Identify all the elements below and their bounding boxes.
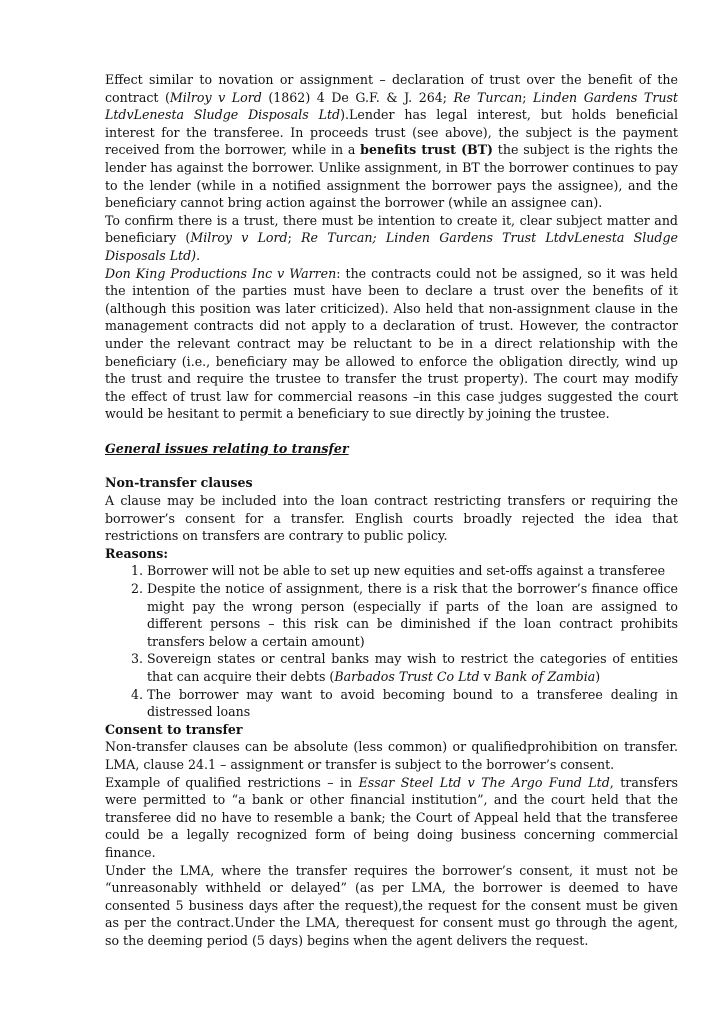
- paragraph-non-transfer: A clause may be included into the loan contract restricting transfers or requiring the borrower’s consent for a transfer. English courts broadly rejected the idea that restrictions on transfers are contrary to public policy.: [105, 493, 678, 544]
- case-citation: Milroy v Lord: [190, 230, 288, 246]
- paragraph-trust-effect: Effect similar to novation or assignment – declaration of trust over the benefit of the contract (Milroy v Lord (1862) 4 De G.F. & J. 264; Re Turcan; Linden Gardens Trust LtdvLenesta Sludge Disposals Ltd).Lender has legal interest, but holds beneficial interest for the transferee. In proceeds trust (see above), the subject is the payment received from the borrower, while in a benefits trust (BT) the subject is the rights the lender has against the borrower. Unlike assignment, in BT the borrower continues to pay to the lender (while in a notified assignment the borrower pays the assignee), and the beneficiary cannot bring action against the borrower (while an assignee can).: [105, 72, 678, 211]
- bold-term: benefits trust (BT): [360, 142, 494, 158]
- list-item: 1. Borrower will not be able to set up new equities and set-offs against a transferee: [147, 562, 678, 580]
- document-body: [105, 71, 678, 950]
- section-heading-general: General issues relating to transfer: [105, 440, 349, 456]
- case-citation: Barbados Trust Co Ltd: [334, 669, 480, 684]
- subheading-non-transfer: Non-transfer clauses: [105, 475, 253, 491]
- list-item: 2. Despite the notice of assignment, there is a risk that the borrower’s finance office might pay the wrong person (especially if parts of the loan are assigned to different persons – this risk can be diminished if the loan contract prohibits transfers below a certain amount): [147, 580, 678, 650]
- list-item: 3. Sovereign states or central banks may wish to restrict the categories of entities that can acquire their debts (Barbados Trust Co Ltd v Bank of Zambia): [147, 650, 678, 685]
- reasons-list: [105, 562, 678, 720]
- list-item: 4. The borrower may want to avoid becoming bound to a transferee dealing in distressed loans: [147, 686, 678, 721]
- paragraph-consent-types: Non-transfer clauses can be absolute (less common) or qualifiedprohibition on transfer. LMA, clause 24.1 – assignment or transfer is subject to the borrower’s consent.: [105, 739, 678, 772]
- paragraph-essar-steel: Example of qualified restrictions – in Essar Steel Ltd v The Argo Fund Ltd, transfers were permitted to “a bank or other financial institution”, and the court held that the transferee did no have to resemble a bank; the Court of Appeal held that the transferee could be a legally recognized form of being doing business concerning commercial finance.: [105, 774, 679, 860]
- case-citation: Re Turcan: [453, 89, 523, 105]
- case-citation: Bank of Zambia: [494, 669, 596, 684]
- case-citation: Essar Steel Ltd v The Argo Fund Ltd: [358, 774, 610, 790]
- case-citation: Linden Gardens Trust LtdvLenesta Sludge Disposals Ltd: [105, 89, 678, 123]
- case-citation: Don King Productions Inc v Warren: [105, 265, 337, 281]
- paragraph-lma-consent: Under the LMA, where the transfer requires the borrower’s consent, it must not be “unreasonably withheld or delayed” (as per LMA, the borrower is deemed to have consented 5 business days after the request),the request for the consent must be given as per the contract.Under the LMA, therequest for consent must go through the agent, so the deeming period (5 days) begins when the agent delivers the request.: [105, 862, 678, 948]
- paragraph-don-king: Don King Productions Inc v Warren: the contracts could not be assigned, so it was held the intention of the parties must have been to declare a trust over the benefits of it (although this position was later criticized). Also held that non-assignment clause in the management contracts did not apply to a declaration of trust. However, the contractor under the relevant contract may be reluctant to be in a direct relationship with the beneficiary (i.e., beneficiary may be allowed to enforce the obligation directly, wind up the trust and require the trustee to transfer the trust property). The court may modify the effect of trust law for commercial reasons –in this case judges suggested the court would be hesitant to permit a beneficiary to sue directly by joining the trustee.: [105, 265, 678, 422]
- case-citation: Milroy v Lord: [169, 89, 262, 105]
- subheading-consent: Consent to transfer: [105, 721, 243, 737]
- reasons-label: Reasons:: [105, 545, 169, 561]
- case-citation: Re Turcan; Linden Gardens Trust LtdvLenesta Sludge Disposals Ltd).: [105, 230, 678, 263]
- paragraph-trust-confirm: To confirm there is a trust, there must be intention to create it, clear subject matter and beneficiary (Milroy v Lord; Re Turcan; Linden Gardens Trust LtdvLenesta Sludge Disposals Ltd).: [105, 212, 678, 263]
